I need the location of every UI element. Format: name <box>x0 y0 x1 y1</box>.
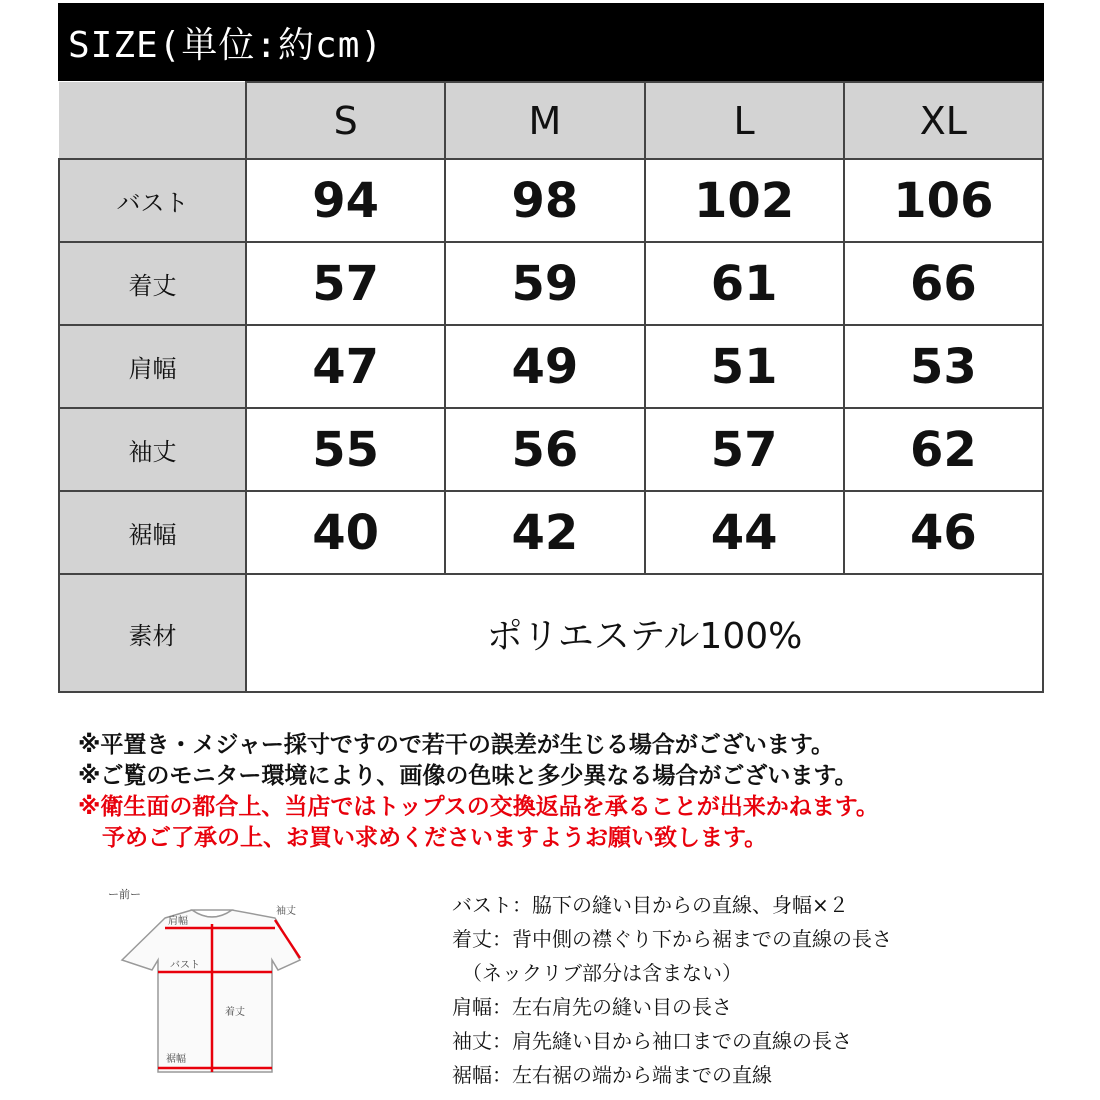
value-cell: 56 <box>445 408 644 491</box>
value-cell: 94 <box>246 159 445 242</box>
value-cell: 46 <box>844 491 1043 574</box>
notes-block <box>78 730 1078 854</box>
sleeve-label: 袖丈 <box>276 906 296 917</box>
size-header-m: M <box>445 82 644 159</box>
value-cell: 47 <box>246 325 445 408</box>
material-value: ポリエステル100% <box>246 574 1043 692</box>
definition-line: 袖丈：肩先縫い目から袖口までの直線の長さ <box>452 1029 852 1053</box>
table-row <box>59 242 1043 325</box>
shoulder-label: 肩幅 <box>168 916 188 927</box>
definition-line: バスト：脇下の縫い目からの直線、身幅×２ <box>452 893 849 917</box>
size-header-xl: XL <box>844 82 1043 159</box>
size-header-row <box>59 82 1043 159</box>
row-label-bust: バスト <box>59 159 246 242</box>
definition-line: 着丈：背中側の襟ぐり下から裾までの直線の長さ <box>452 927 892 951</box>
row-label-material: 素材 <box>59 574 246 692</box>
tshirt-diagram <box>100 880 340 1090</box>
value-cell: 49 <box>445 325 644 408</box>
hem-label: 裾幅 <box>166 1054 186 1065</box>
view-label: ー前ー <box>108 888 141 901</box>
value-cell: 51 <box>645 325 844 408</box>
table-row <box>59 408 1043 491</box>
size-chart-title: SIZE(単位:約cm) <box>58 3 1044 81</box>
value-cell: 62 <box>844 408 1043 491</box>
row-label-shoulder: 肩幅 <box>59 325 246 408</box>
size-table <box>58 81 1044 693</box>
note-line: ※ご覧のモニター環境により、画像の色味と多少異なる場合がございます。 <box>78 763 858 789</box>
value-cell: 57 <box>645 408 844 491</box>
material-row <box>59 574 1043 692</box>
measurement-definitions <box>452 888 1052 1092</box>
value-cell: 55 <box>246 408 445 491</box>
value-cell: 61 <box>645 242 844 325</box>
row-label-length: 着丈 <box>59 242 246 325</box>
definition-line: 肩幅：左右肩先の縫い目の長さ <box>452 995 732 1019</box>
table-row <box>59 491 1043 574</box>
row-label-hem: 裾幅 <box>59 491 246 574</box>
definition-note: （ネックリブ部分は含まない） <box>462 961 742 985</box>
value-cell: 66 <box>844 242 1043 325</box>
definition-line: 裾幅：左右裾の端から端までの直線 <box>452 1063 772 1087</box>
length-label: 着丈 <box>225 1007 245 1018</box>
value-cell: 42 <box>445 491 644 574</box>
warning-line: 予めご了承の上、お買い求めくださいますようお願い致します。 <box>102 825 768 851</box>
value-cell: 40 <box>246 491 445 574</box>
value-cell: 53 <box>844 325 1043 408</box>
size-header-l: L <box>645 82 844 159</box>
warning-line: ※衛生面の都合上、当店ではトップスの交換返品を承ることが出来かねます。 <box>78 794 879 820</box>
size-header-s: S <box>246 82 445 159</box>
value-cell: 59 <box>445 242 644 325</box>
value-cell: 44 <box>645 491 844 574</box>
value-cell: 57 <box>246 242 445 325</box>
table-row <box>59 159 1043 242</box>
value-cell: 106 <box>844 159 1043 242</box>
note-line: ※平置き・メジャー採寸ですので若干の誤差が生じる場合がございます。 <box>78 732 835 758</box>
table-row <box>59 325 1043 408</box>
row-label-sleeve: 袖丈 <box>59 408 246 491</box>
value-cell: 98 <box>445 159 644 242</box>
value-cell: 102 <box>645 159 844 242</box>
corner-cell <box>59 82 246 159</box>
bust-label: バスト <box>170 960 200 971</box>
